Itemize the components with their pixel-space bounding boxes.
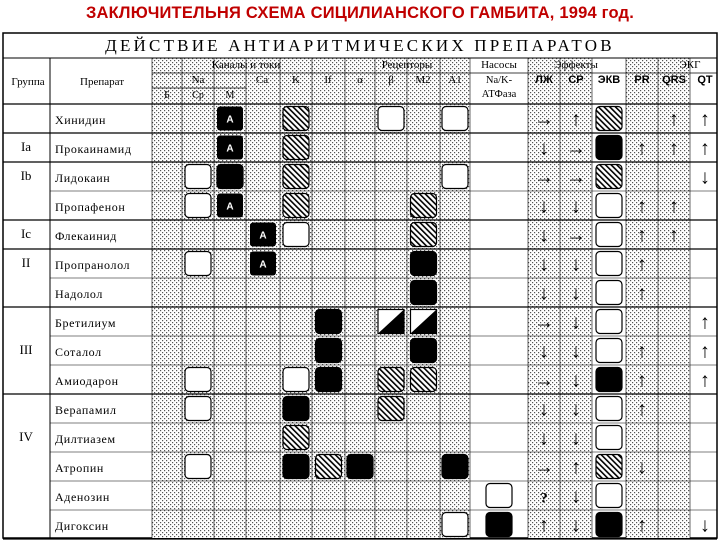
effect-box-black <box>596 136 622 160</box>
badge-letter: A <box>259 259 267 271</box>
header-group: Группа <box>11 76 45 88</box>
effect-box-white <box>185 252 211 276</box>
effect-mark-up: ↑ <box>669 195 679 218</box>
effect-mark-ar: → <box>534 456 554 479</box>
header-if: If <box>324 74 332 86</box>
effect-box-black <box>283 397 309 421</box>
header-sub-col: M2 <box>415 74 431 86</box>
effect-mark-dn: ↓ <box>539 224 549 247</box>
effect-box-black <box>596 368 622 392</box>
effect-mark-up: ↑ <box>637 224 647 247</box>
effect-box-white <box>283 223 309 247</box>
drug-label: Надолол <box>55 287 103 301</box>
effect-mark-ar: → <box>566 166 586 189</box>
effect-mark-up: ↑ <box>637 514 647 537</box>
header-sub-col: ЭКВ <box>597 74 621 86</box>
effect-box-black <box>316 339 342 363</box>
badge-letter: A <box>226 143 234 155</box>
effect-box-hatched <box>411 194 437 218</box>
effect-mark-up: ↑ <box>669 224 679 247</box>
drug-label: Пропранолол <box>55 258 131 272</box>
effect-mark-up: ↑ <box>539 514 549 537</box>
drug-label: Прокаинамид <box>55 142 132 156</box>
header-receptors: Рецепторы <box>381 59 433 71</box>
effect-mark-dn: ↓ <box>637 456 647 479</box>
effect-mark-dn: ↓ <box>539 253 549 276</box>
group-label: Ic <box>20 226 32 241</box>
page-title: ЗАКЛЮЧИТЕЛЬНЯ СХЕМА СИЦИЛИАНСКОГО ГАМБИТА, 1994 год. <box>86 4 634 22</box>
header-ecg: ЭКГ <box>679 59 701 71</box>
effect-mark-q: ? <box>540 490 548 507</box>
drug-label: Атропин <box>55 461 104 475</box>
effect-mark-up: ↑ <box>571 456 581 479</box>
header-sub-col: QT <box>697 74 713 86</box>
group-label: III <box>19 342 33 357</box>
effect-box-white <box>596 223 622 247</box>
effect-mark-dn: ↓ <box>700 166 710 189</box>
effect-mark-dn: ↓ <box>571 340 581 363</box>
badge-letter: A <box>226 114 234 126</box>
header-sub-col: Ср <box>192 90 204 101</box>
effect-box-hatched <box>283 107 309 131</box>
effect-box-hatched <box>596 107 622 131</box>
effect-mark-dn: ↓ <box>571 195 581 218</box>
effect-mark-dn: ↓ <box>571 253 581 276</box>
effect-mark-up: ↑ <box>700 311 710 334</box>
effect-mark-dn: ↓ <box>571 398 581 421</box>
effect-box-hatched <box>378 397 404 421</box>
effect-mark-dn: ↓ <box>539 137 549 160</box>
effect-box-black <box>316 310 342 334</box>
effect-mark-up: ↑ <box>669 108 679 131</box>
effect-mark-ar: → <box>534 108 554 131</box>
effect-box-black <box>316 368 342 392</box>
effect-box-white <box>442 107 468 131</box>
header-sub-col: α <box>357 74 363 86</box>
header-effects: Эффекты <box>554 59 598 71</box>
effect-mark-up: ↑ <box>637 340 647 363</box>
effect-mark-up: ↑ <box>571 108 581 131</box>
stipple-column <box>246 58 280 538</box>
effect-mark-dn: ↓ <box>700 514 710 537</box>
effect-mark-ar: → <box>534 311 554 334</box>
effect-mark-dn: ↓ <box>539 340 549 363</box>
header-pumps: Насосы <box>481 59 517 71</box>
effect-box-white <box>596 194 622 218</box>
drug-action-table <box>0 30 720 540</box>
effect-box-white <box>185 397 211 421</box>
stipple-column <box>152 58 182 538</box>
effect-box-hatched <box>283 426 309 450</box>
header-sub-col: QRS <box>662 74 686 86</box>
effect-mark-up: ↑ <box>637 253 647 276</box>
drug-label: Хинидин <box>55 113 107 127</box>
effect-box-hatched <box>316 455 342 479</box>
header-sub-col: Na/K- <box>485 75 513 86</box>
effect-mark-dn: ↓ <box>539 427 549 450</box>
drug-label: Соталол <box>55 345 102 359</box>
effect-mark-up: ↑ <box>637 369 647 392</box>
effect-mark-dn: ↓ <box>571 369 581 392</box>
effect-box-hatched <box>411 368 437 392</box>
effect-mark-ar: → <box>566 224 586 247</box>
drug-label: Флекаинид <box>55 229 117 243</box>
drug-label: Дилтиазем <box>55 432 116 446</box>
effect-box-black <box>442 455 468 479</box>
effect-box-white <box>596 484 622 508</box>
effect-box-black <box>411 281 437 305</box>
effect-box-black <box>411 339 437 363</box>
effect-box-hatched <box>283 136 309 160</box>
effect-box-black <box>411 252 437 276</box>
effect-box-white <box>596 281 622 305</box>
effect-box-white <box>486 484 512 508</box>
banner-title: ДЕЙСТВИЕ АНТИАРИТМИЧЕСКИХ ПРЕПАРАТОВ <box>105 36 615 55</box>
effect-mark-up: ↑ <box>700 108 710 131</box>
effect-mark-up: ↑ <box>669 137 679 160</box>
effect-box-black <box>486 513 512 537</box>
effect-box-white <box>442 513 468 537</box>
group-label: IV <box>19 429 33 444</box>
badge-letter: A <box>259 230 267 242</box>
effect-mark-up: ↑ <box>637 137 647 160</box>
group-label: II <box>21 255 31 270</box>
effect-mark-up: ↑ <box>637 398 647 421</box>
drug-label: Аденозин <box>55 490 110 504</box>
effect-mark-dn: ↓ <box>571 485 581 508</box>
effect-mark-up: ↑ <box>700 369 710 392</box>
drug-label: Бретилиум <box>55 316 117 330</box>
effect-box-hatched <box>411 223 437 247</box>
effect-mark-dn: ↓ <box>571 311 581 334</box>
group-label: Ib <box>20 168 32 183</box>
effect-mark-up: ↑ <box>637 282 647 305</box>
effect-box-hatched <box>596 165 622 189</box>
header-sub-col: β <box>388 74 394 86</box>
drug-label: Верапамил <box>55 403 117 417</box>
effect-mark-dn: ↓ <box>539 195 549 218</box>
effect-mark-dn: ↓ <box>571 282 581 305</box>
effect-box-hatched <box>596 455 622 479</box>
header-drug: Препарат <box>80 76 124 88</box>
drug-label: Лидокаин <box>55 171 111 185</box>
header-k: K <box>292 74 300 86</box>
effect-mark-ar: → <box>534 166 554 189</box>
effect-box-hatched <box>283 165 309 189</box>
group-label: Ia <box>20 139 32 154</box>
header-ca: Ca <box>255 74 269 86</box>
effect-mark-dn: ↓ <box>539 282 549 305</box>
header-na: Na <box>191 74 205 86</box>
effect-mark-ar: → <box>566 137 586 160</box>
effect-mark-up: ↑ <box>637 195 647 218</box>
effect-box-white <box>378 107 404 131</box>
effect-box-hatched <box>378 368 404 392</box>
effect-box-white <box>283 368 309 392</box>
drug-label: Пропафенон <box>55 200 126 214</box>
effect-mark-dn: ↓ <box>571 427 581 450</box>
header-sub-col: ЛЖ <box>535 74 553 86</box>
effect-mark-up: ↑ <box>700 137 710 160</box>
effect-box-white <box>442 165 468 189</box>
effect-box-white <box>596 397 622 421</box>
effect-box-black <box>283 455 309 479</box>
header-sub-col: A1 <box>448 74 462 86</box>
effect-box-white <box>185 194 211 218</box>
effect-mark-dn: ↓ <box>571 514 581 537</box>
badge-letter: A <box>226 201 234 213</box>
effect-box-hatched <box>283 194 309 218</box>
effect-mark-up: ↑ <box>700 340 710 363</box>
effect-box-white <box>596 426 622 450</box>
effect-box-white <box>596 339 622 363</box>
effect-mark-dn: ↓ <box>539 398 549 421</box>
effect-box-white <box>185 368 211 392</box>
effect-mark-ar: → <box>534 369 554 392</box>
header-sub-col: СР <box>568 74 584 86</box>
drug-label: Амиодарон <box>55 374 119 388</box>
effect-box-white <box>185 455 211 479</box>
header-channels: Каналы и токи <box>211 59 281 71</box>
effect-box-white <box>185 165 211 189</box>
header-sub-col: PR <box>634 74 650 86</box>
effect-box-black <box>347 455 373 479</box>
header-sub-col: М <box>225 90 235 101</box>
drug-label: Дигоксин <box>55 519 109 533</box>
effect-box-white <box>596 252 622 276</box>
header-sub-col: АТФаза <box>481 89 517 100</box>
effect-box-black <box>217 165 243 189</box>
header-sub-col: Б <box>164 90 170 101</box>
effect-box-black <box>596 513 622 537</box>
effect-box-white <box>596 310 622 334</box>
